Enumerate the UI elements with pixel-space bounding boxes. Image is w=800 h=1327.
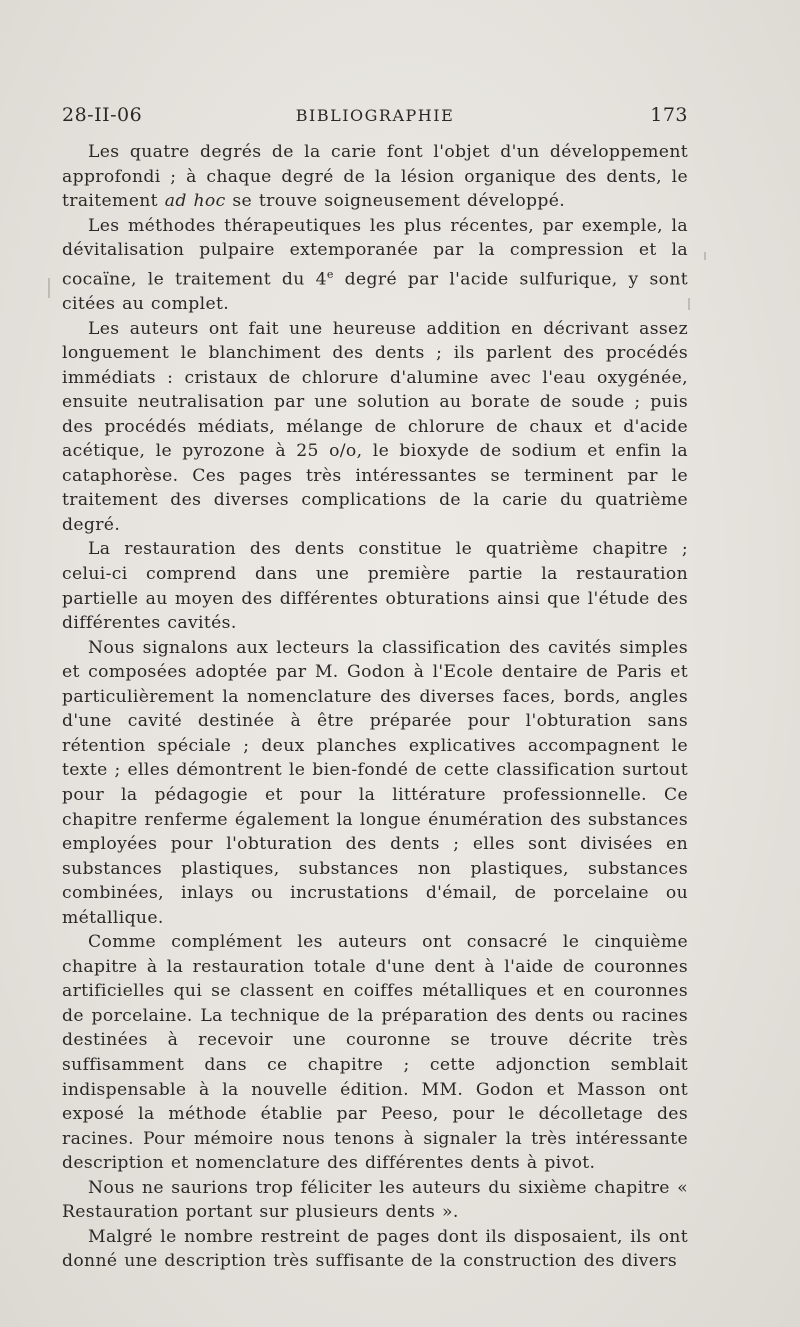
margin-blemish (704, 252, 706, 260)
running-header (62, 104, 688, 134)
paragraph-8: Malgré le nombre restreint de pages dont ils disposaient, ils ont donné une description très suffisante de la construction des divers (62, 1226, 688, 1272)
paragraph-1-italic-term: ad hoc (164, 191, 226, 212)
paragraph-1 (62, 140, 688, 214)
paragraph-1-end: se trouve soigneusement développé. (225, 191, 566, 212)
paragraph-2-start: Les méthodes thérapeutiques les plus récentes, par exemple, la dévitalisation pulpaire extemporanée par la compression et la cocaïne, le traitement du 4 (62, 215, 688, 290)
paragraph-7: Nous ne saurions trop féliciter les auteurs du sixième chapitre « Restauration portant sur plusieurs dents ». (62, 1177, 688, 1223)
paragraph-1-start: Les quatre degrés de la carie font l'objet d'un développement approfondi ; à chaque degré de la lésion organique des dents, le traitement (62, 142, 688, 212)
body-text (62, 140, 688, 1274)
paragraph-2-superscript: e (326, 267, 334, 281)
margin-blemish (688, 298, 690, 310)
margin-blemish (48, 278, 50, 298)
page-number: 173 (650, 104, 688, 126)
header-section-title: BIBLIOGRAPHIE (295, 106, 455, 125)
paragraph-3: Les auteurs ont fait une heureuse addition en décrivant assez longuement le blanchiment des dents ; ils parlent des procédés immédiats : cristaux de chlorure d'alumine avec l'eau oxygénée, ensuite neutralisation par une solution au borate de soude ; puis des procédés médiats, mélange de chlorure de chaux et d'acide acétique, le pyrozone à 25 o/o, le bioxyde de sodium et enfin la cataphorèse. Ces pages très intéressantes se terminent par le traitement des diverses complications de la carie du quatrième degré. (62, 318, 688, 535)
paragraph-2 (62, 214, 688, 317)
paragraph-4: La restauration des dents constitue le quatrième chapitre ; celui-ci comprend dans une première partie la restauration partielle au moyen des différentes obturations ainsi que l'étude des différentes cavités. (62, 539, 688, 634)
paragraph-2-end: degré par l'acide sulfurique, y sont citées au complet. (62, 269, 688, 315)
header-date: 28-II-06 (62, 104, 143, 126)
paragraph-6: Comme complément les auteurs ont consacré le cinquième chapitre à la restauration totale d'une dent à l'aide de couronnes artificielles qui se classent en coiffes métalliques et en couronnes de porcelaine. La technique de la préparation des dents ou racines destinées à recevoir une couronne se trouve décrite très suffisamment dans ce chapitre ; cette adjonction semblait indispensable à la nouvelle édition. MM. Godon et Masson ont exposé la méthode établie par Peeso, pour le décolletage des racines. Pour mémoire nous tenons à signaler la très intéressante description et nomenclature des différentes dents à pivot. (62, 932, 688, 1174)
paragraph-5: Nous signalons aux lecteurs la classification des cavités simples et composées adoptée par M. Godon à l'Ecole dentaire de Paris et particulièrement la nomenclature des diverses faces, bords, angles d'une cavité destinée à être préparée pour l'obturation sans rétention spéciale ; deux planches explicatives accompagnent le texte ; elles démontrent le bien-fondé de cette classification surtout pour la pédagogie et pour la littérature professionnelle. Ce chapitre renferme également la longue énumération des substances employées pour l'obturation des dents ; elles sont divisées en substances plastiques, substances non plastiques, substances combinées, inlays ou incrustations d'émail, de porcelaine ou métallique. (62, 637, 688, 928)
